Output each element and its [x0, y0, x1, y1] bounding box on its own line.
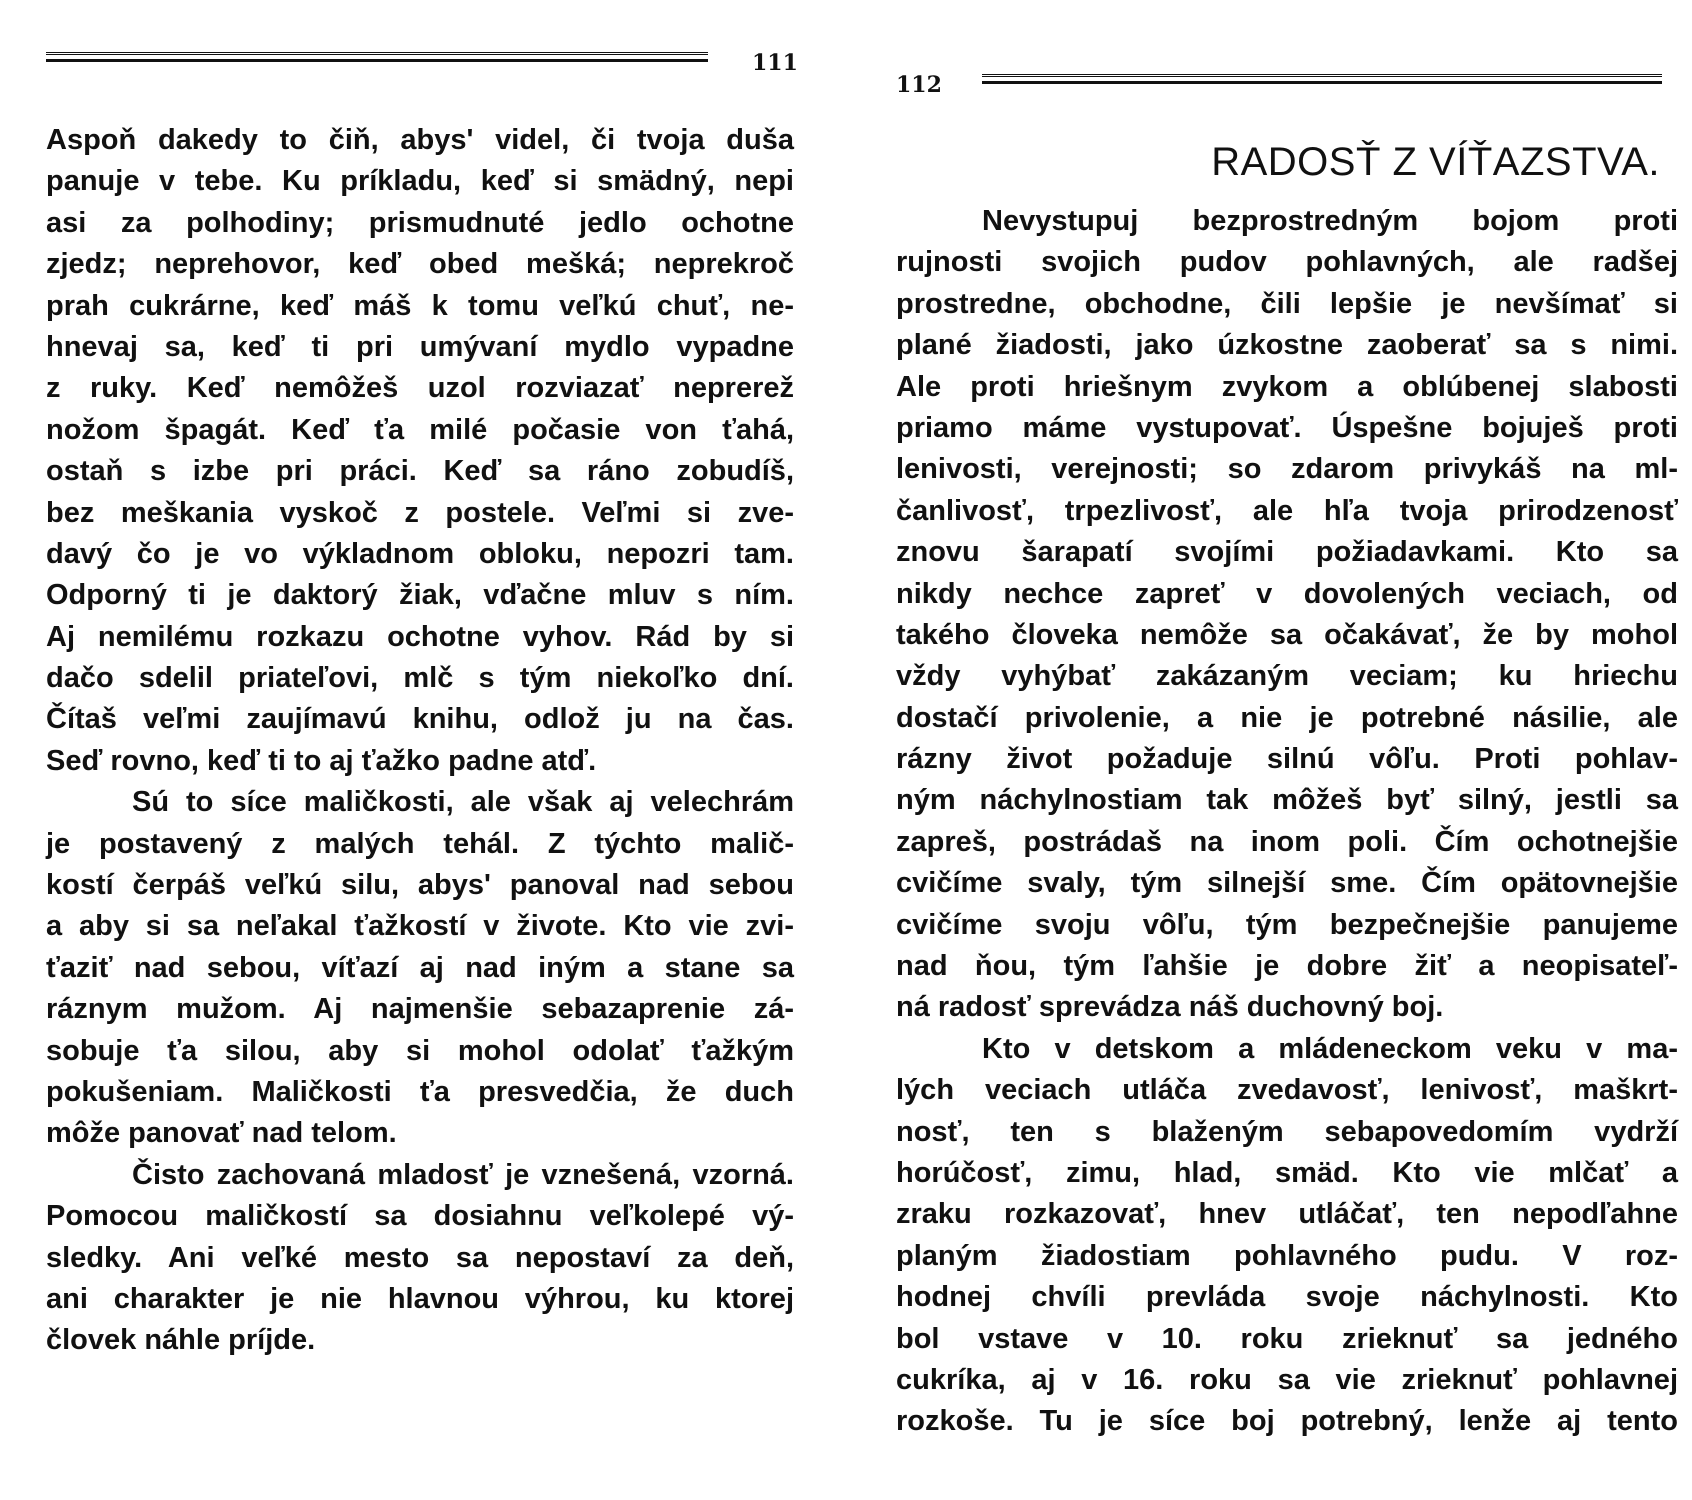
text-line: Sú to síce maličkosti, ale však aj velechrám [132, 786, 794, 819]
text-line: rázny život požaduje silnú vôľu. Proti pohlav- [896, 743, 1678, 776]
text-line: zraku rozkazovať, hnev utláčať, ten nepodľahne [896, 1198, 1678, 1231]
text-line: človek náhle príjde. [46, 1324, 316, 1357]
text-line: Seď rovno, keď ti to aj ťažko padne atď. [46, 744, 597, 777]
text-line: je postavený z malých tehál. Z týchto malič- [46, 827, 794, 860]
text-line: plané žiadosti, jako úzkostne zaoberať sa s nimi. [896, 329, 1678, 362]
text-line: ným náchylnostiam tak môžeš byť silný, jestli sa [896, 784, 1678, 817]
text-line: nosť, ten s blaženým sebapovedomím vydrží [896, 1115, 1678, 1148]
chapter-heading: RADOSŤ Z VÍŤAZSTVA. [1211, 140, 1660, 184]
text-line: ostaň s izbe pri práci. Keď sa ráno zobudíš, [46, 455, 794, 488]
text-line: ná radosť sprevádza náš duchovný boj. [896, 991, 1444, 1024]
text-line: cvičíme svoju vôľu, tým bezpečnejšie panujeme [896, 908, 1678, 941]
text-line: vždy vyhýbať zakázaným veciam; ku hriechu [896, 660, 1678, 693]
text-line: ani charakter je nie hlavnou výhrou, ku ktorej [46, 1282, 794, 1315]
text-line: ráznym mužom. Aj najmenšie sebazaprenie zá- [46, 993, 794, 1026]
text-line: nikdy nechce zapreť v dovolených veciach, od [896, 577, 1678, 610]
header-rule [982, 74, 1662, 84]
text-line: sledky. Ani veľké mesto sa nepostaví za deň, [46, 1241, 794, 1274]
text-line: Pomocou maličkostí sa dosiahnu veľkolepé vý- [46, 1200, 794, 1233]
text-line: zapreš, postrádaš na inom poli. Čím ochotnejšie [896, 825, 1678, 858]
text-line: cukríka, aj v 16. roku sa vie zrieknuť pohlavnej [896, 1363, 1678, 1396]
paragraph [46, 782, 794, 1155]
text-line: bez meškania vyskoč z postele. Veľmi si zve- [46, 496, 794, 529]
paragraph [46, 120, 794, 782]
text-line: nad ňou, tým ľahšie je dobre žiť a neopisateľ- [896, 950, 1678, 983]
header-rule [46, 52, 708, 62]
paragraph [46, 1155, 794, 1362]
body-text [896, 201, 1678, 1443]
text-line: rujnosti svojich pudov pohlavných, ale radšej [896, 246, 1678, 279]
text-line: hodnej chvíli prevláda svoje náchylnosti. Kto [896, 1281, 1678, 1314]
text-line: kostí čerpáš veľkú silu, abys' panoval nad sebou [46, 869, 794, 902]
text-line: Aspoň dakedy to čiň, abys' videl, či tvoja duša [46, 124, 794, 156]
text-line: hnevaj sa, keď ti pri umývaní mydlo vypadne [46, 330, 794, 363]
text-line: a aby si sa neľakal ťažkostí v živote. Kto vie zvi- [46, 910, 794, 943]
text-line: Odporný ti je daktorý žiak, vďačne mluv s ním. [46, 579, 794, 612]
text-line: pokušeniam. Maličkosti ťa presvedčia, že duch [46, 1075, 794, 1108]
text-line: prah cukrárne, keď máš k tomu veľkú chuť, ne- [46, 289, 794, 322]
text-line: z ruky. Keď nemôžeš uzol rozviazať neprerež [46, 372, 794, 405]
right-page [846, 0, 1692, 1500]
text-line: dostačí privolenie, a nie je potrebné násilie, ale [896, 701, 1678, 734]
body-text [46, 120, 794, 1362]
text-line: Ale proti hriešnym zvykom a oblúbenej slabosti [896, 370, 1678, 403]
text-line: takého človeka nemôže sa očakávať, že by mohol [896, 618, 1678, 651]
text-line: znovu šarapatí svojími požiadavkami. Kto sa [896, 536, 1678, 569]
text-line: Čisto zachovaná mladosť je vznešená, vzorná. [132, 1158, 794, 1191]
text-line: Kto v detskom a mládeneckom veku v ma- [982, 1032, 1678, 1065]
text-line: panuje v tebe. Ku príkladu, keď si smädný, nepi [46, 165, 794, 198]
text-line: Nevystupuj bezprostredným bojom proti [982, 205, 1678, 237]
text-line: priamo máme vystupovať. Úspešne bojuješ proti [896, 411, 1678, 444]
text-line: ťaziť nad sebou, víťazí aj nad iným a stane sa [46, 951, 794, 984]
text-line: lých veciach utláča zvedavosť, lenivosť, maškrt- [896, 1074, 1678, 1107]
text-line: čanlivosť, trpezlivosť, ale hľa tvoja prirodzenosť [896, 494, 1678, 527]
text-line: bol vstave v 10. roku zrieknuť sa jedného [896, 1322, 1678, 1355]
text-line: horúčosť, zimu, hlad, smäd. Kto vie mlčať a [896, 1156, 1678, 1189]
paragraph [896, 1029, 1678, 1443]
paragraph [896, 201, 1678, 1029]
text-line: zjedz; neprehovor, keď obed mešká; neprekroč [46, 248, 794, 281]
text-line: nožom špagát. Keď ťa milé počasie von ťahá, [46, 413, 794, 446]
text-line: lenivosti, verejnosti; so zdarom privykáš na ml- [896, 453, 1678, 486]
text-line: cvičíme svaly, tým silnejší sme. Čím opätovnejšie [896, 867, 1678, 900]
text-line: dačo sdelil priateľovi, mlč s tým niekoľko dní. [46, 662, 794, 695]
page-number: 111 [752, 50, 798, 76]
text-line: planým žiadostiam pohlavného pudu. V roz- [896, 1239, 1678, 1272]
text-line: davý čo je vo výkladnom obloku, nepozri tam. [46, 537, 794, 570]
text-line: sobuje ťa silou, aby si mohol odolať ťažkým [46, 1034, 794, 1067]
text-line: rozkoše. Tu je síce boj potrebný, lenže aj tento [896, 1405, 1678, 1438]
text-line: Čítaš veľmi zaujímavú knihu, odlož ju na čas. [46, 703, 794, 736]
text-line: Aj nemilému rozkazu ochotne vyhov. Rád by si [46, 620, 794, 653]
text-line: prostredne, obchodne, čili lepšie je nevšímať si [896, 287, 1678, 320]
page-number: 112 [896, 72, 942, 98]
text-line: asi za polhodiny; prismudnuté jedlo ochotne [46, 206, 794, 239]
text-line: môže panovať nad telom. [46, 1117, 397, 1150]
